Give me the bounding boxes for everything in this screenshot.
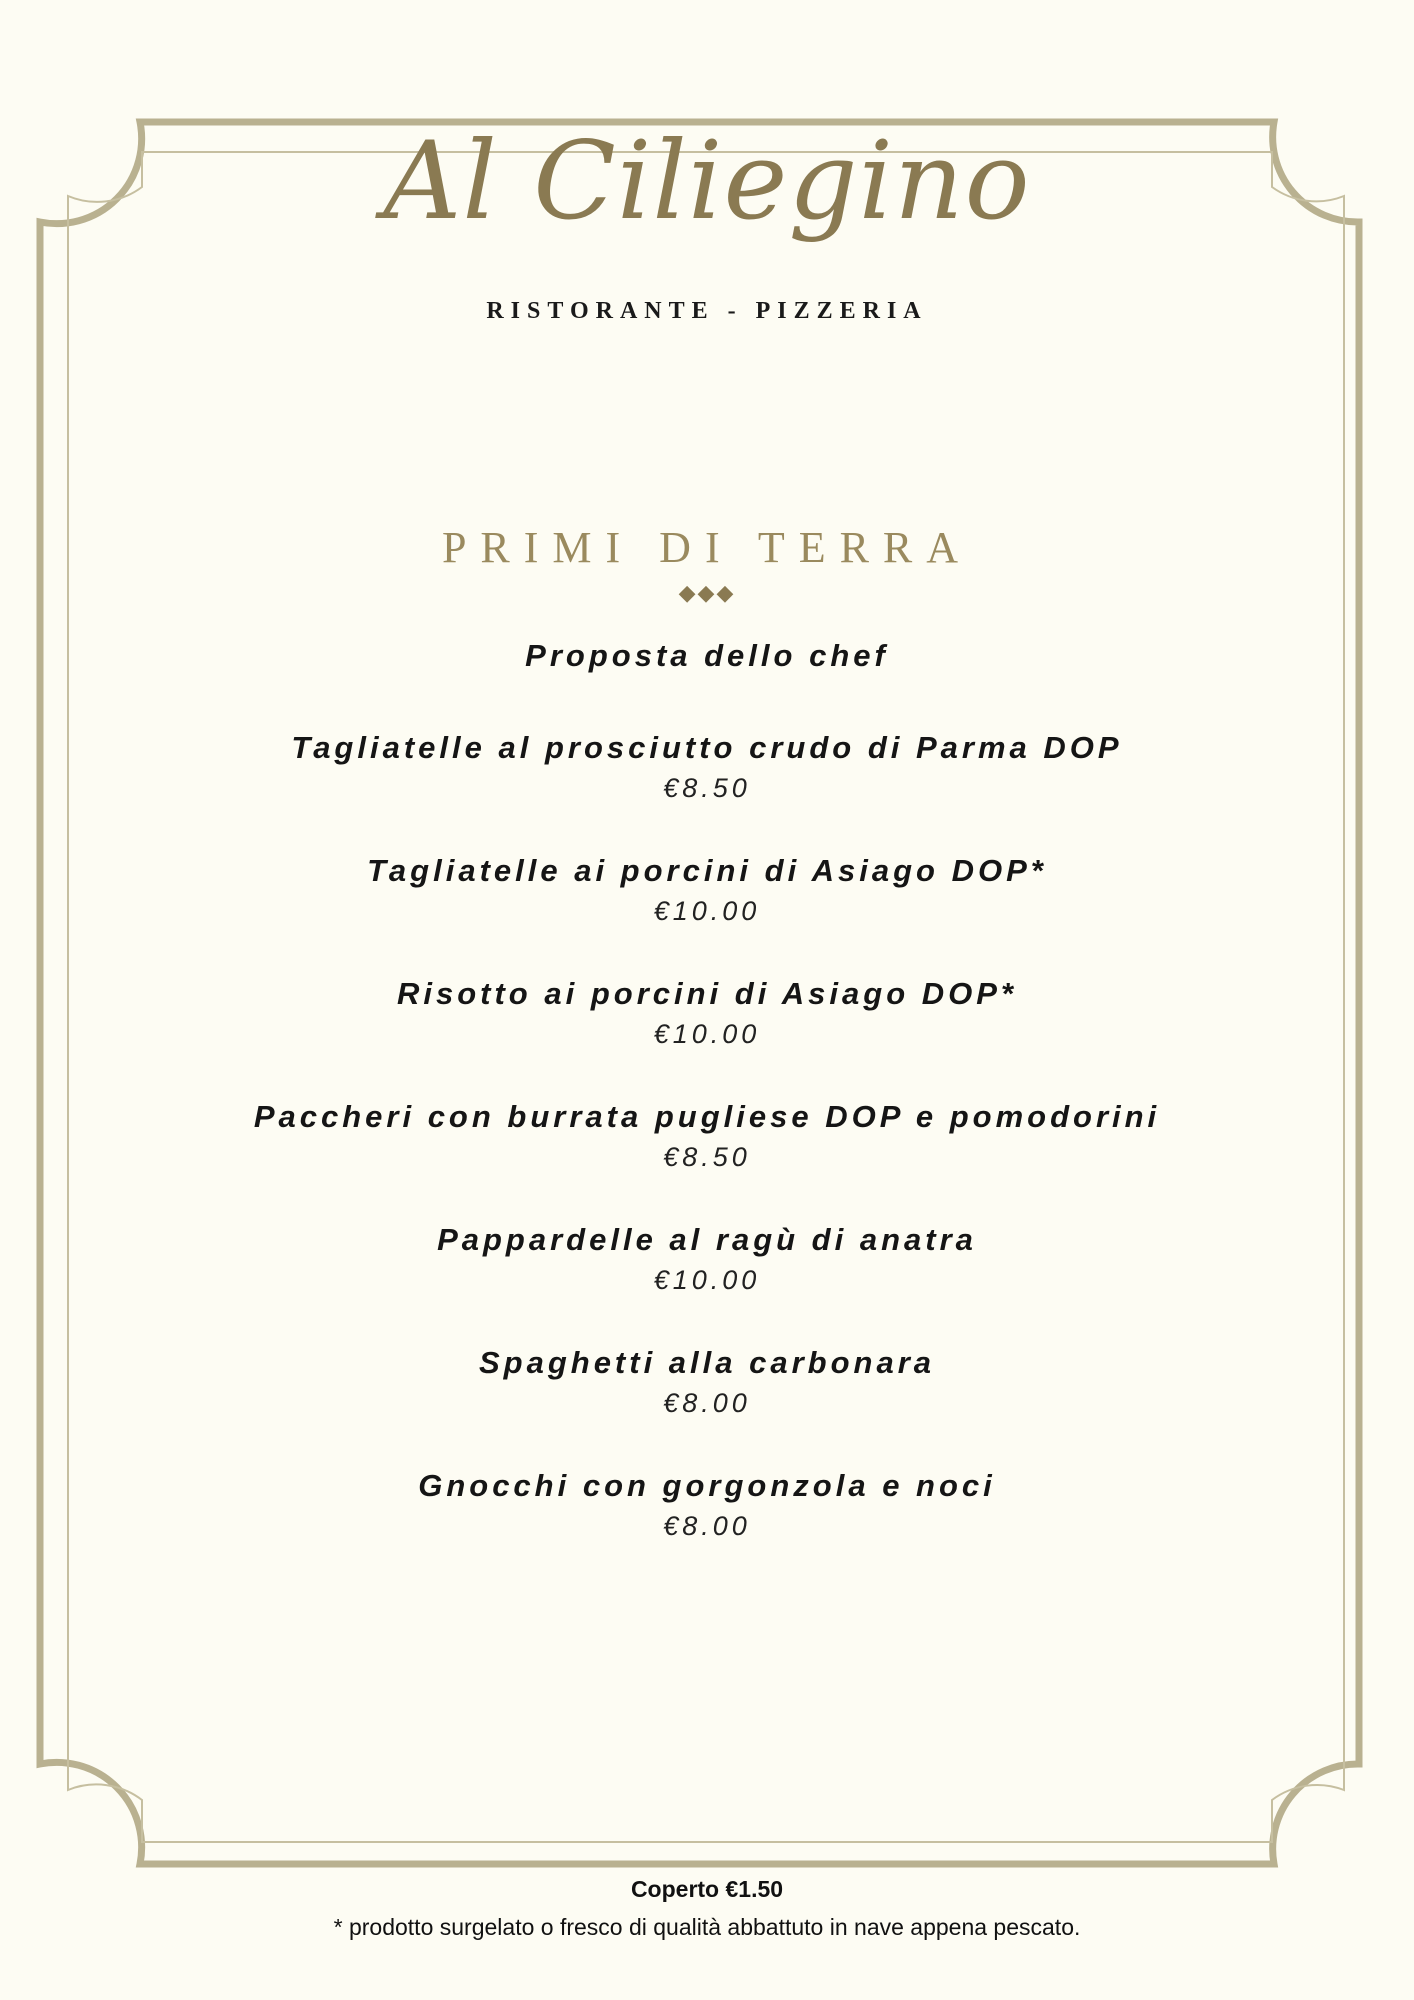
dish-item [0, 1465, 1414, 1588]
dish-item [0, 850, 1414, 973]
dish-price: €10.00 [653, 896, 761, 926]
dish-price: €8.50 [663, 1142, 751, 1172]
diamond-ornament-icon: ◆◆◆ [678, 580, 736, 605]
dish-price: €8.00 [663, 1388, 751, 1418]
dish-item [0, 1096, 1414, 1219]
dish-price: €10.00 [653, 1019, 761, 1049]
dish-item [0, 727, 1414, 850]
dish-list [0, 727, 1414, 1588]
dish-name: Tagliatelle al prosciutto crudo di Parma DOP [291, 730, 1123, 765]
dish-item [0, 973, 1414, 1096]
dish-item [0, 1342, 1414, 1465]
dish-price: €8.50 [663, 773, 751, 803]
cover-charge: Coperto €1.50 [630, 1876, 784, 1902]
dish-name: Paccheri con burrata pugliese DOP e pomodorini [253, 1099, 1161, 1134]
frozen-product-note: * prodotto surgelato o fresco di qualità abbattuto in nave appena pescato. [333, 1914, 1081, 1940]
restaurant-logo: Al Ciliegino [383, 119, 1031, 244]
dish-price: €8.00 [663, 1511, 751, 1541]
chef-proposal-heading: Proposta dello chef [525, 638, 889, 673]
dish-price: €10.00 [653, 1265, 761, 1295]
dish-item [0, 1219, 1414, 1342]
dish-name: Pappardelle al ragù di anatra [437, 1222, 977, 1257]
dish-name: Tagliatelle ai porcini di Asiago DOP* [367, 853, 1047, 888]
dish-name: Gnocchi con gorgonzola e noci [418, 1468, 996, 1503]
section-title: PRIMI DI TERRA [441, 523, 973, 572]
dish-name: Risotto ai porcini di Asiago DOP* [396, 976, 1017, 1011]
restaurant-tagline: RISTORANTE - PIZZERIA [486, 298, 928, 324]
dish-name: Spaghetti alla carbonara [478, 1345, 936, 1380]
